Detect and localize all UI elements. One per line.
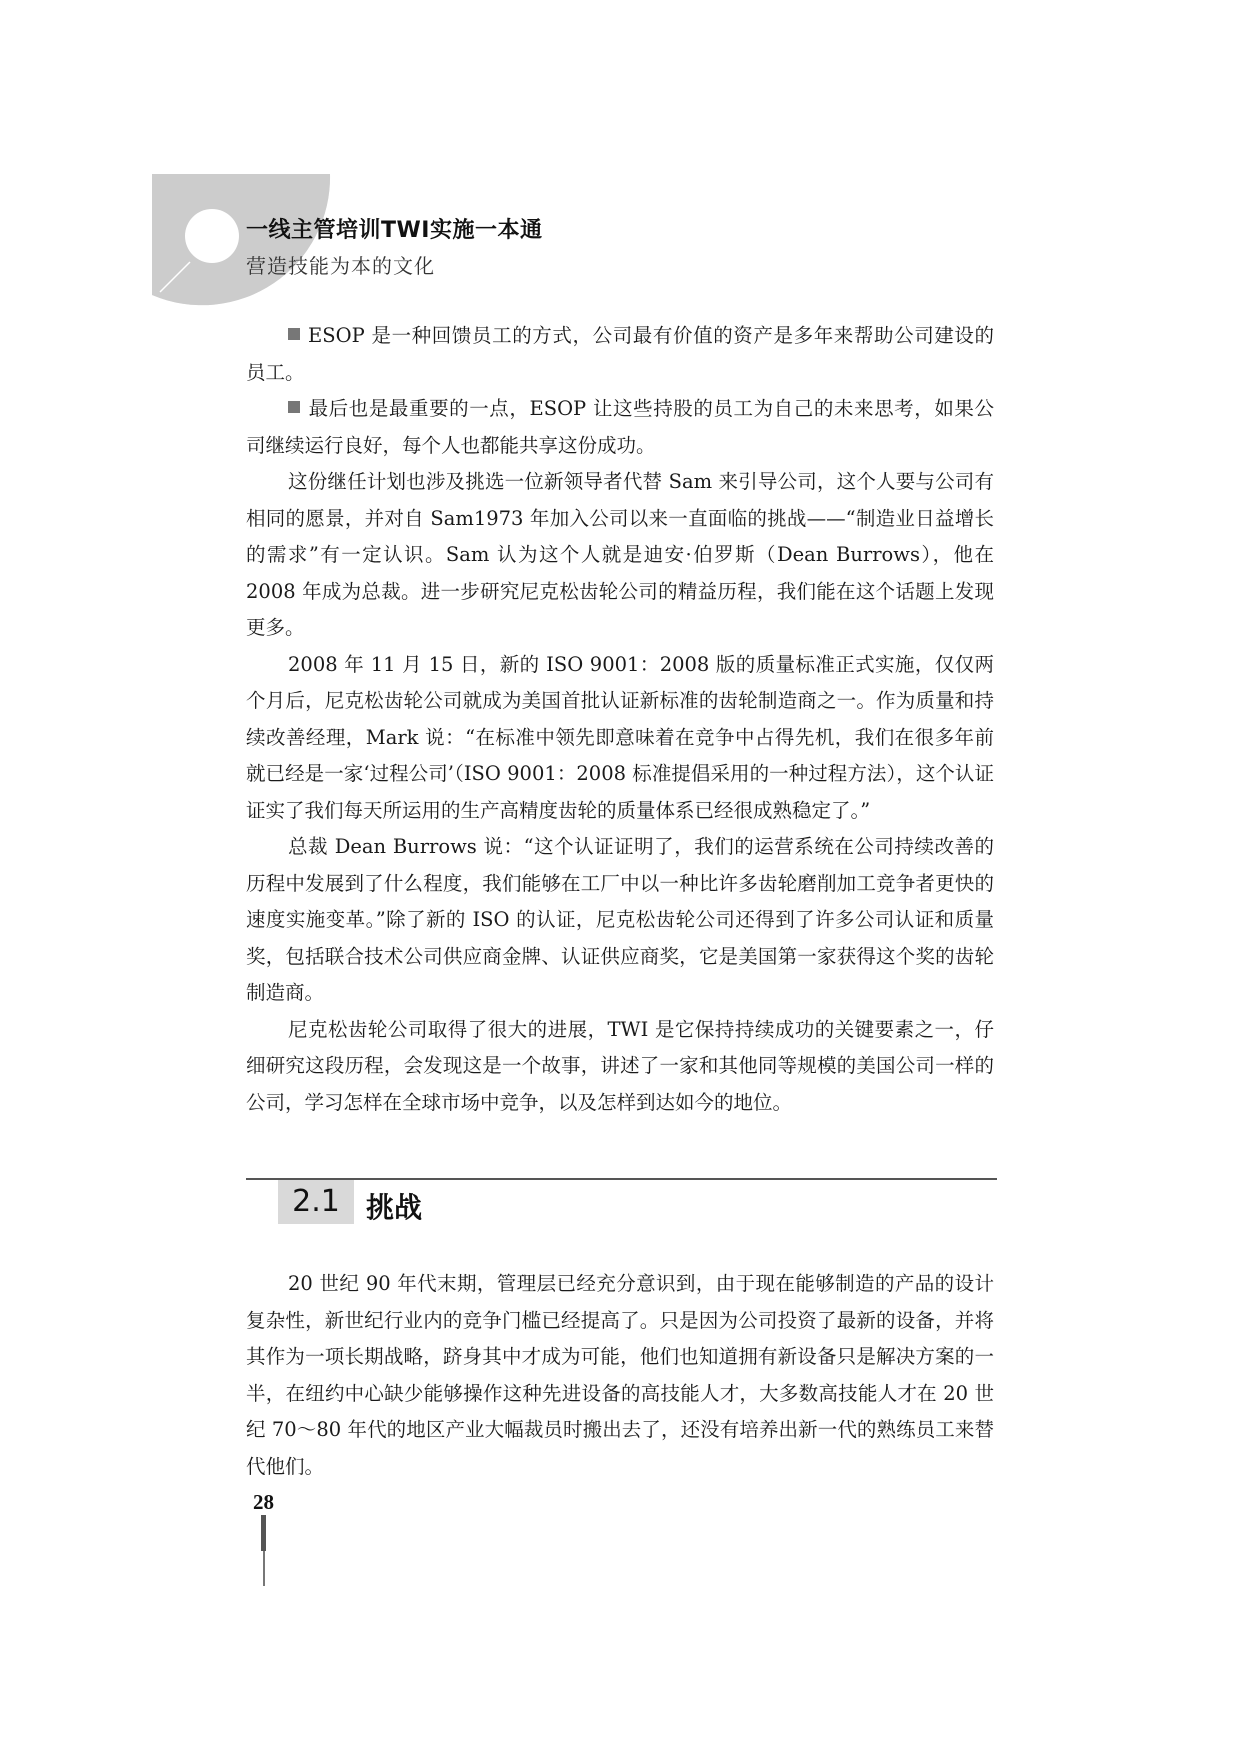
bullet-paragraph: 最后也是最重要的一点，ESOP 让这些持股的员工为自己的未来思考，如果公司继续运行良好，每个人也都能共享这份成功。	[246, 397, 994, 457]
bullet-paragraph: ESOP 是一种回馈员工的方式，公司最有价值的资产是多年来帮助公司建设的员工。	[246, 324, 994, 384]
section-number: 2.1	[278, 1180, 354, 1224]
section-title: 挑战	[366, 1191, 423, 1224]
paragraph: 20 世纪 90 年代末期，管理层已经充分意识到，由于现在能够制造的产品的设计复杂性，新世纪行业内的竞争门槛已经提高了。只是因为公司投资了最新的设备，并将其作为一项长期战略，跻身其中才成为可能，他们也知道拥有新设备只是解决方案的一半，在纽约中心缺少能够操作这种先进设备的高技能人才，大多数高技能人才在 20 世纪 70～80 年代的地区产业大幅裁员时搬出去了，还没有培养出新一代的熟练员工来替代他们。	[246, 1272, 994, 1478]
header-circle-icon	[185, 209, 239, 263]
paragraph: 尼克松齿轮公司取得了很大的进展，TWI 是它保持持续成功的关键要素之一，仔细研究这段历程，会发现这是一个故事，讲述了一家和其他同等规模的美国公司一样的公司，学习怎样在全球市场中竞争，以及怎样到达如今的地位。	[246, 1017, 994, 1114]
square-bullet-icon	[288, 401, 300, 413]
page-marker-line	[263, 1551, 265, 1586]
body-text-top	[246, 318, 994, 1121]
chapter-subtitle: 营造技能为本的文化	[246, 254, 435, 278]
page-number: 28	[253, 1490, 274, 1514]
paragraph: 这份继任计划也涉及挑选一位新领导者代替 Sam 来引导公司，这个人要与公司有相同的愿景，并对自 Sam1973 年加入公司以来一直面临的挑战——“制造业日益增长的需求”有一定认识。Sam 认为这个人就是迪安·伯罗斯（Dean Burrows），他在 2008 年成为总裁。进一步研究尼克松齿轮公司的精益历程，我们能在这个话题上发现更多。	[246, 470, 994, 639]
page-marker-bar	[261, 1515, 266, 1551]
body-text-bottom	[246, 1266, 994, 1485]
header-decoration	[0, 0, 1240, 320]
book-title: 一线主管培训TWI实施一本通	[246, 218, 543, 243]
square-bullet-icon	[288, 328, 300, 340]
paragraph: 总裁 Dean Burrows 说：“这个认证证明了，我们的运营系统在公司持续改善的历程中发展到了什么程度，我们能够在工厂中以一种比许多齿轮磨削加工竞争者更快的速度实施变革。”除了新的 ISO 的认证，尼克松齿轮公司还得到了许多公司认证和质量奖，包括联合技术公司供应商金牌、认证供应商奖，它是美国第一家获得这个奖的齿轮制造商。	[246, 835, 994, 1004]
paragraph: 2008 年 11 月 15 日，新的 ISO 9001：2008 版的质量标准正式实施，仅仅两个月后，尼克松齿轮公司就成为美国首批认证新标准的齿轮制造商之一。作为质量和持续改善经理，Mark 说：“在标准中领先即意味着在竞争中占得先机，我们在很多年前就已经是一家‘过程公司’（ISO 9001：2008 标准提倡采用的一种过程方法），这个认证证实了我们每天所运用的生产高精度齿轮的质量体系已经很成熟稳定了。”	[246, 652, 994, 822]
section-divider	[246, 1178, 997, 1180]
